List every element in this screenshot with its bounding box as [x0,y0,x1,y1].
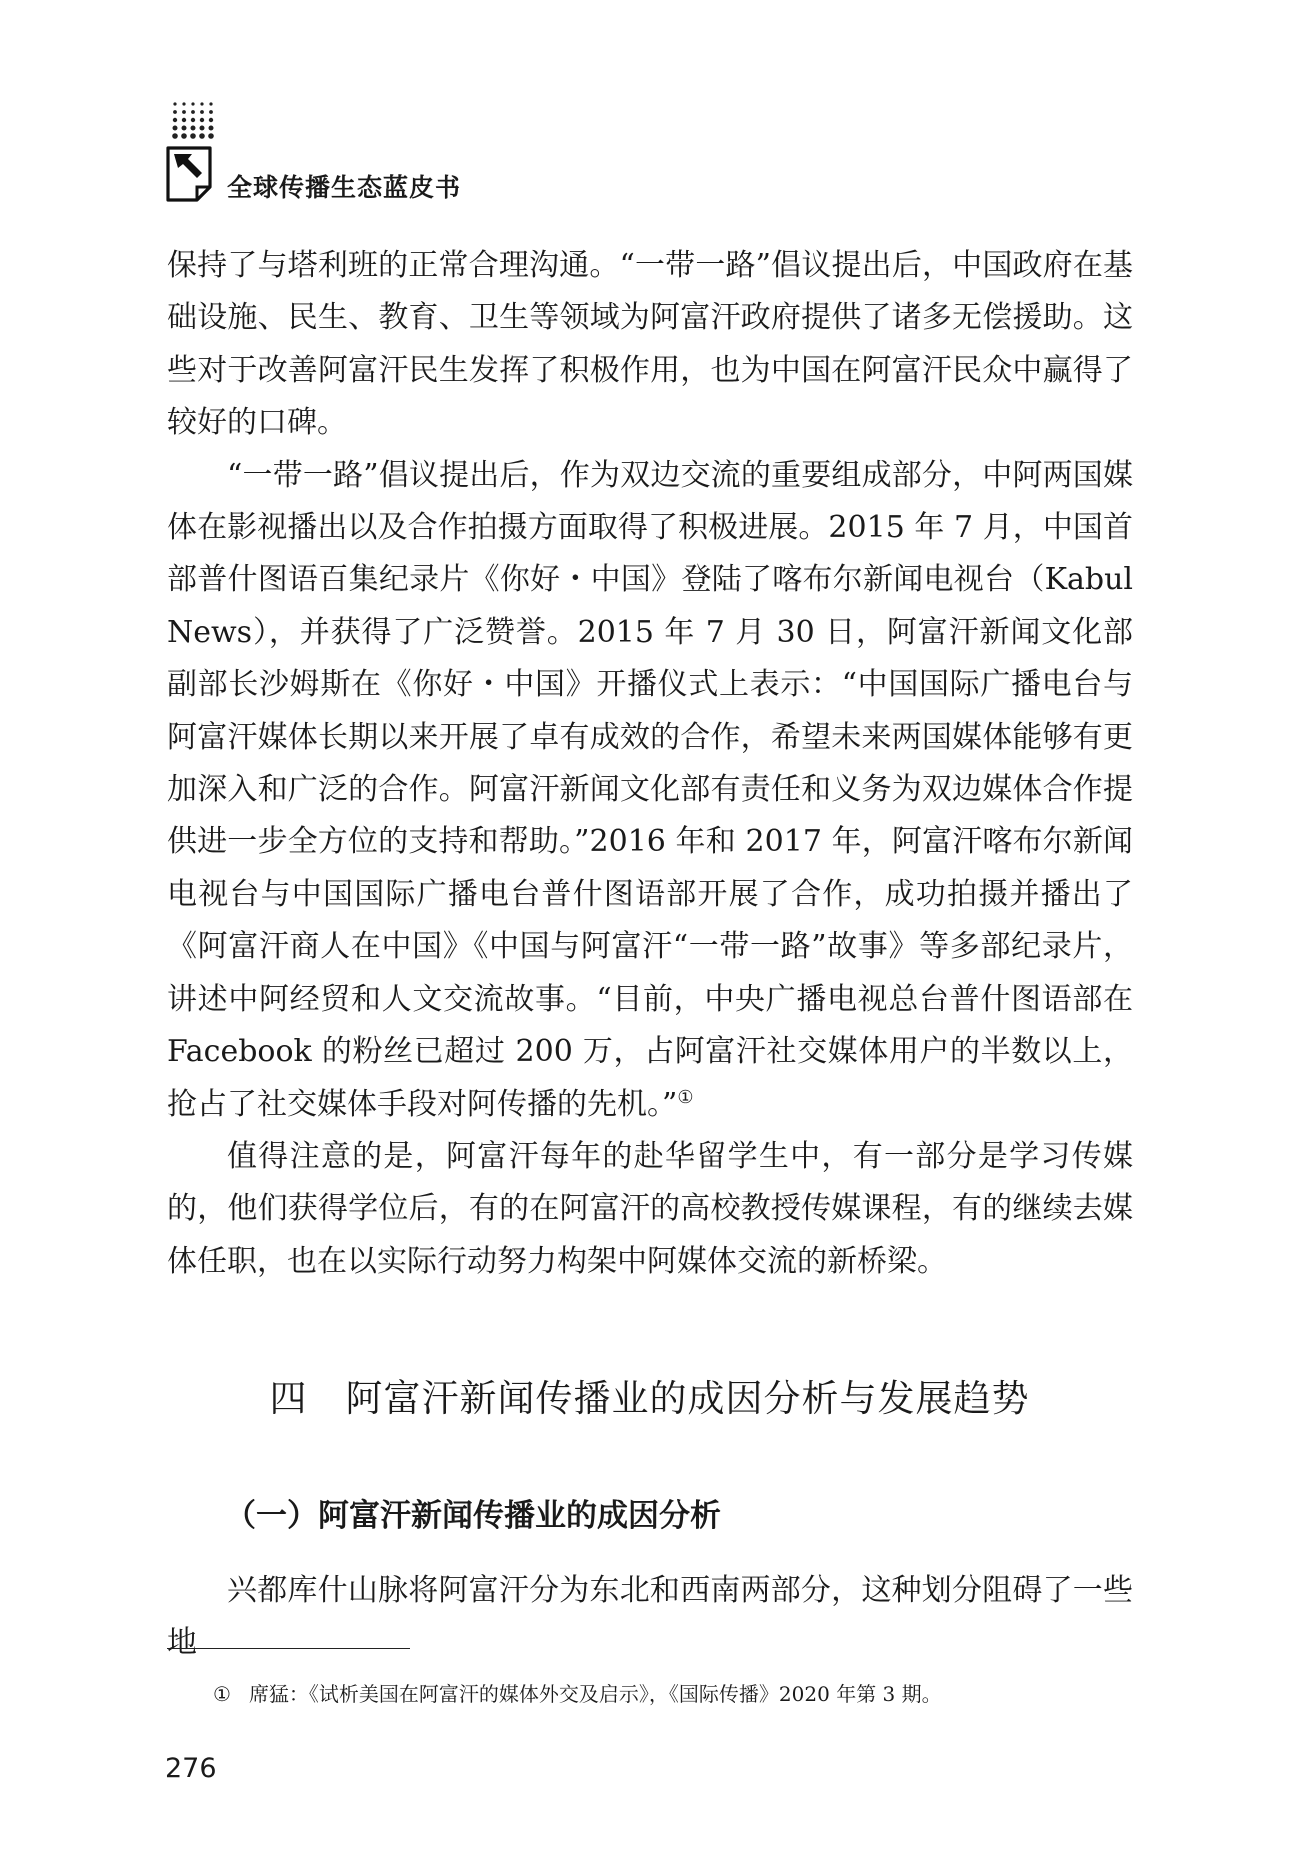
paragraph-1: 保持了与塔利班的正常合理沟通。“一带一路”倡议提出后，中国政府在基础设施、民生、教育、卫生等领域为阿富汗政府提供了诸多无偿援助。这些对于改善阿富汗民生发挥了积极作用，也为中国在阿富汗民众中赢得了较好的口碑。 [167,248,1133,441]
dot-grid-icon [171,100,215,140]
footnote-text: 席猛：《试析美国在阿富汗的媒体外交及启示》，《国际传播》2020 年第 3 期。 [248,1682,942,1706]
footnote-divider [167,1648,410,1649]
paragraph-2-text: “一带一路”倡议提出后，作为双边交流的重要组成部分，中阿两国媒体在影视播出以及合作拍摄方面取得了积极进展。2015 年 7 月，中国首部普什图语百集纪录片《你好・中国》登陆了喀布尔新闻电视台（Kabul News），并获得了广泛赞誉。2015 年 7 月 30 日，阿富汗新闻文化部副部长沙姆斯在《你好・中国》开播仪式上表示：“中国国际广播电台与阿富汗媒体长期以来开展了卓有成效的合作，希望未来两国媒体能够有更加深入和广泛的合作。阿富汗新闻文化部有责任和义务为双边媒体合作提供进一步全方位的支持和帮助。”2016 年和 2017 年，阿富汗喀布尔新闻电视台与中国国际广播电台普什图语部开展了合作，成功拍摄并播出了《阿富汗商人在中国》《中国与阿富汗“一带一路”故事》等多部纪录片，讲述中阿经贸和人文交流故事。“目前，中央广播电视总台普什图语部在 Facebook 的粉丝已超过 200 万，占阿富汗社交媒体用户的半数以上，抢占了社交媒体手段对阿传播的先机。” [167,457,1133,1122]
paragraph-2 [167,450,1133,1131]
body-text [167,240,1133,1288]
subsection-heading: （一）阿富汗新闻传播业的成因分析 [225,1498,721,1534]
page-number: 276 [165,1753,217,1784]
section-title: 阿富汗新闻传播业的成因分析与发展趋势 [345,1377,1030,1420]
footnote [213,1678,942,1707]
body-text-continued [167,1565,1133,1670]
book-series-logo-icon [165,145,213,203]
paragraph-3: 值得注意的是，阿富汗每年的赴华留学生中，有一部分是学习传媒的，他们获得学位后，有的在阿富汗的高校教授传媒课程，有的继续去媒体任职，也在以实际行动努力构架中阿媒体交流的新桥梁。 [167,1138,1133,1279]
section-number: 四 [269,1377,308,1420]
paragraph-4: 兴都库什山脉将阿富汗分为东北和西南两部分，这种划分阻碍了一些地 [167,1573,1133,1661]
series-title: 全球传播生态蓝皮书 [227,173,462,202]
footnote-mark: ① [213,1682,231,1706]
footnote-reference[interactable]: ① [677,1086,694,1108]
section-heading [0,1368,1299,1422]
running-header [165,100,765,210]
